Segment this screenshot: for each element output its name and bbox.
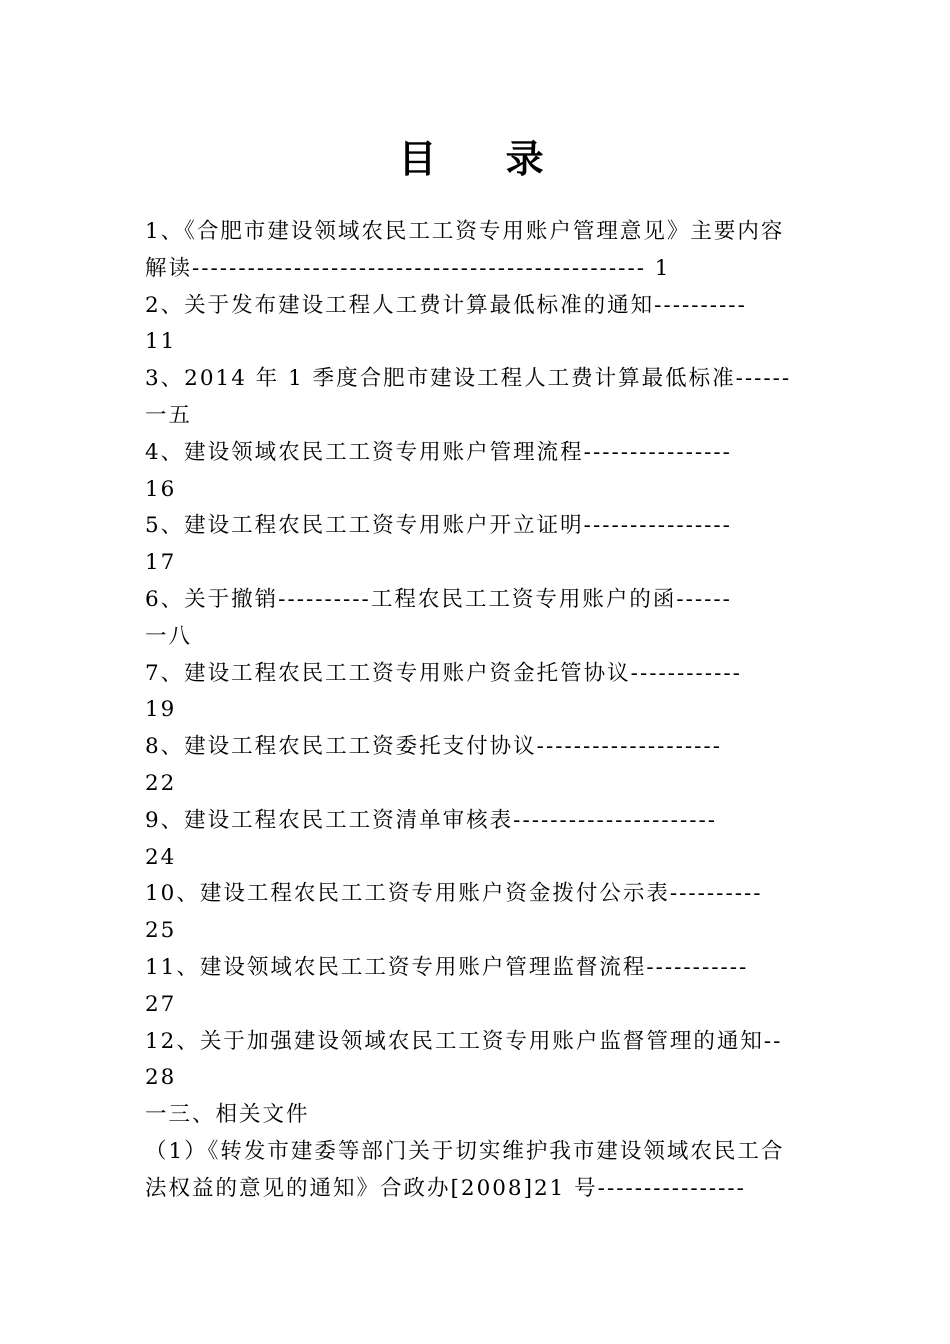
toc-page-number: 27 xyxy=(145,991,177,1017)
toc-line: 7、建设工程农民工工资专用账户资金托管协议------------ xyxy=(145,660,742,686)
toc-line: 11、建设领域农民工工资专用账户管理监督流程----------- xyxy=(145,954,749,980)
toc-page-number: 17 xyxy=(145,550,177,576)
section-heading: 一三、相关文件 xyxy=(145,1102,310,1128)
toc-line: 9、建设工程农民工工资清单审核表---------------------- xyxy=(145,807,718,833)
toc-line: 8、建设工程农民工工资委托支付协议-------------------- xyxy=(145,734,722,760)
toc-line: 6、关于撤销----------工程农民工工资专用账户的函------ xyxy=(145,586,732,612)
toc-page-number: 一八 xyxy=(145,623,193,649)
table-of-contents xyxy=(145,214,810,1208)
toc-page-number: 22 xyxy=(145,770,177,796)
toc-line: 12、关于加强建设领域农民工工资专用账户监督管理的通知-- xyxy=(145,1028,783,1054)
toc-line: 解读------------------------------------------------- 1 xyxy=(145,255,671,281)
toc-line: 4、建设领域农民工工资专用账户管理流程---------------- xyxy=(145,439,732,465)
toc-page-number: 24 xyxy=(145,844,177,870)
toc-page-number: 16 xyxy=(145,476,177,502)
toc-page-number: 19 xyxy=(145,697,177,723)
toc-line: 3、2014 年 1 季度合肥市建设工程人工费计算最低标准------ xyxy=(145,366,792,392)
toc-line: 2、关于发布建设工程人工费计算最低标准的通知---------- xyxy=(145,292,747,318)
page-title: 目 录 xyxy=(398,137,572,181)
toc-line: 1、《合肥市建设领域农民工工资专用账户管理意见》主要内容 xyxy=(145,219,785,244)
toc-line: 5、建设工程农民工工资专用账户开立证明---------------- xyxy=(145,513,732,539)
toc-line: （1）《转发市建委等部门关于切实维护我市建设领域农民工合 xyxy=(145,1138,785,1164)
toc-page-number: 11 xyxy=(145,329,177,355)
toc-page-number: 28 xyxy=(145,1065,177,1091)
toc-page-number: 25 xyxy=(145,918,177,944)
toc-page-number: 一五 xyxy=(145,402,193,428)
toc-line: 法权益的意见的通知》合政办[2008]21 号---------------- xyxy=(145,1175,746,1201)
toc-line: 10、建设工程农民工工资专用账户资金拨付公示表---------- xyxy=(145,881,763,907)
